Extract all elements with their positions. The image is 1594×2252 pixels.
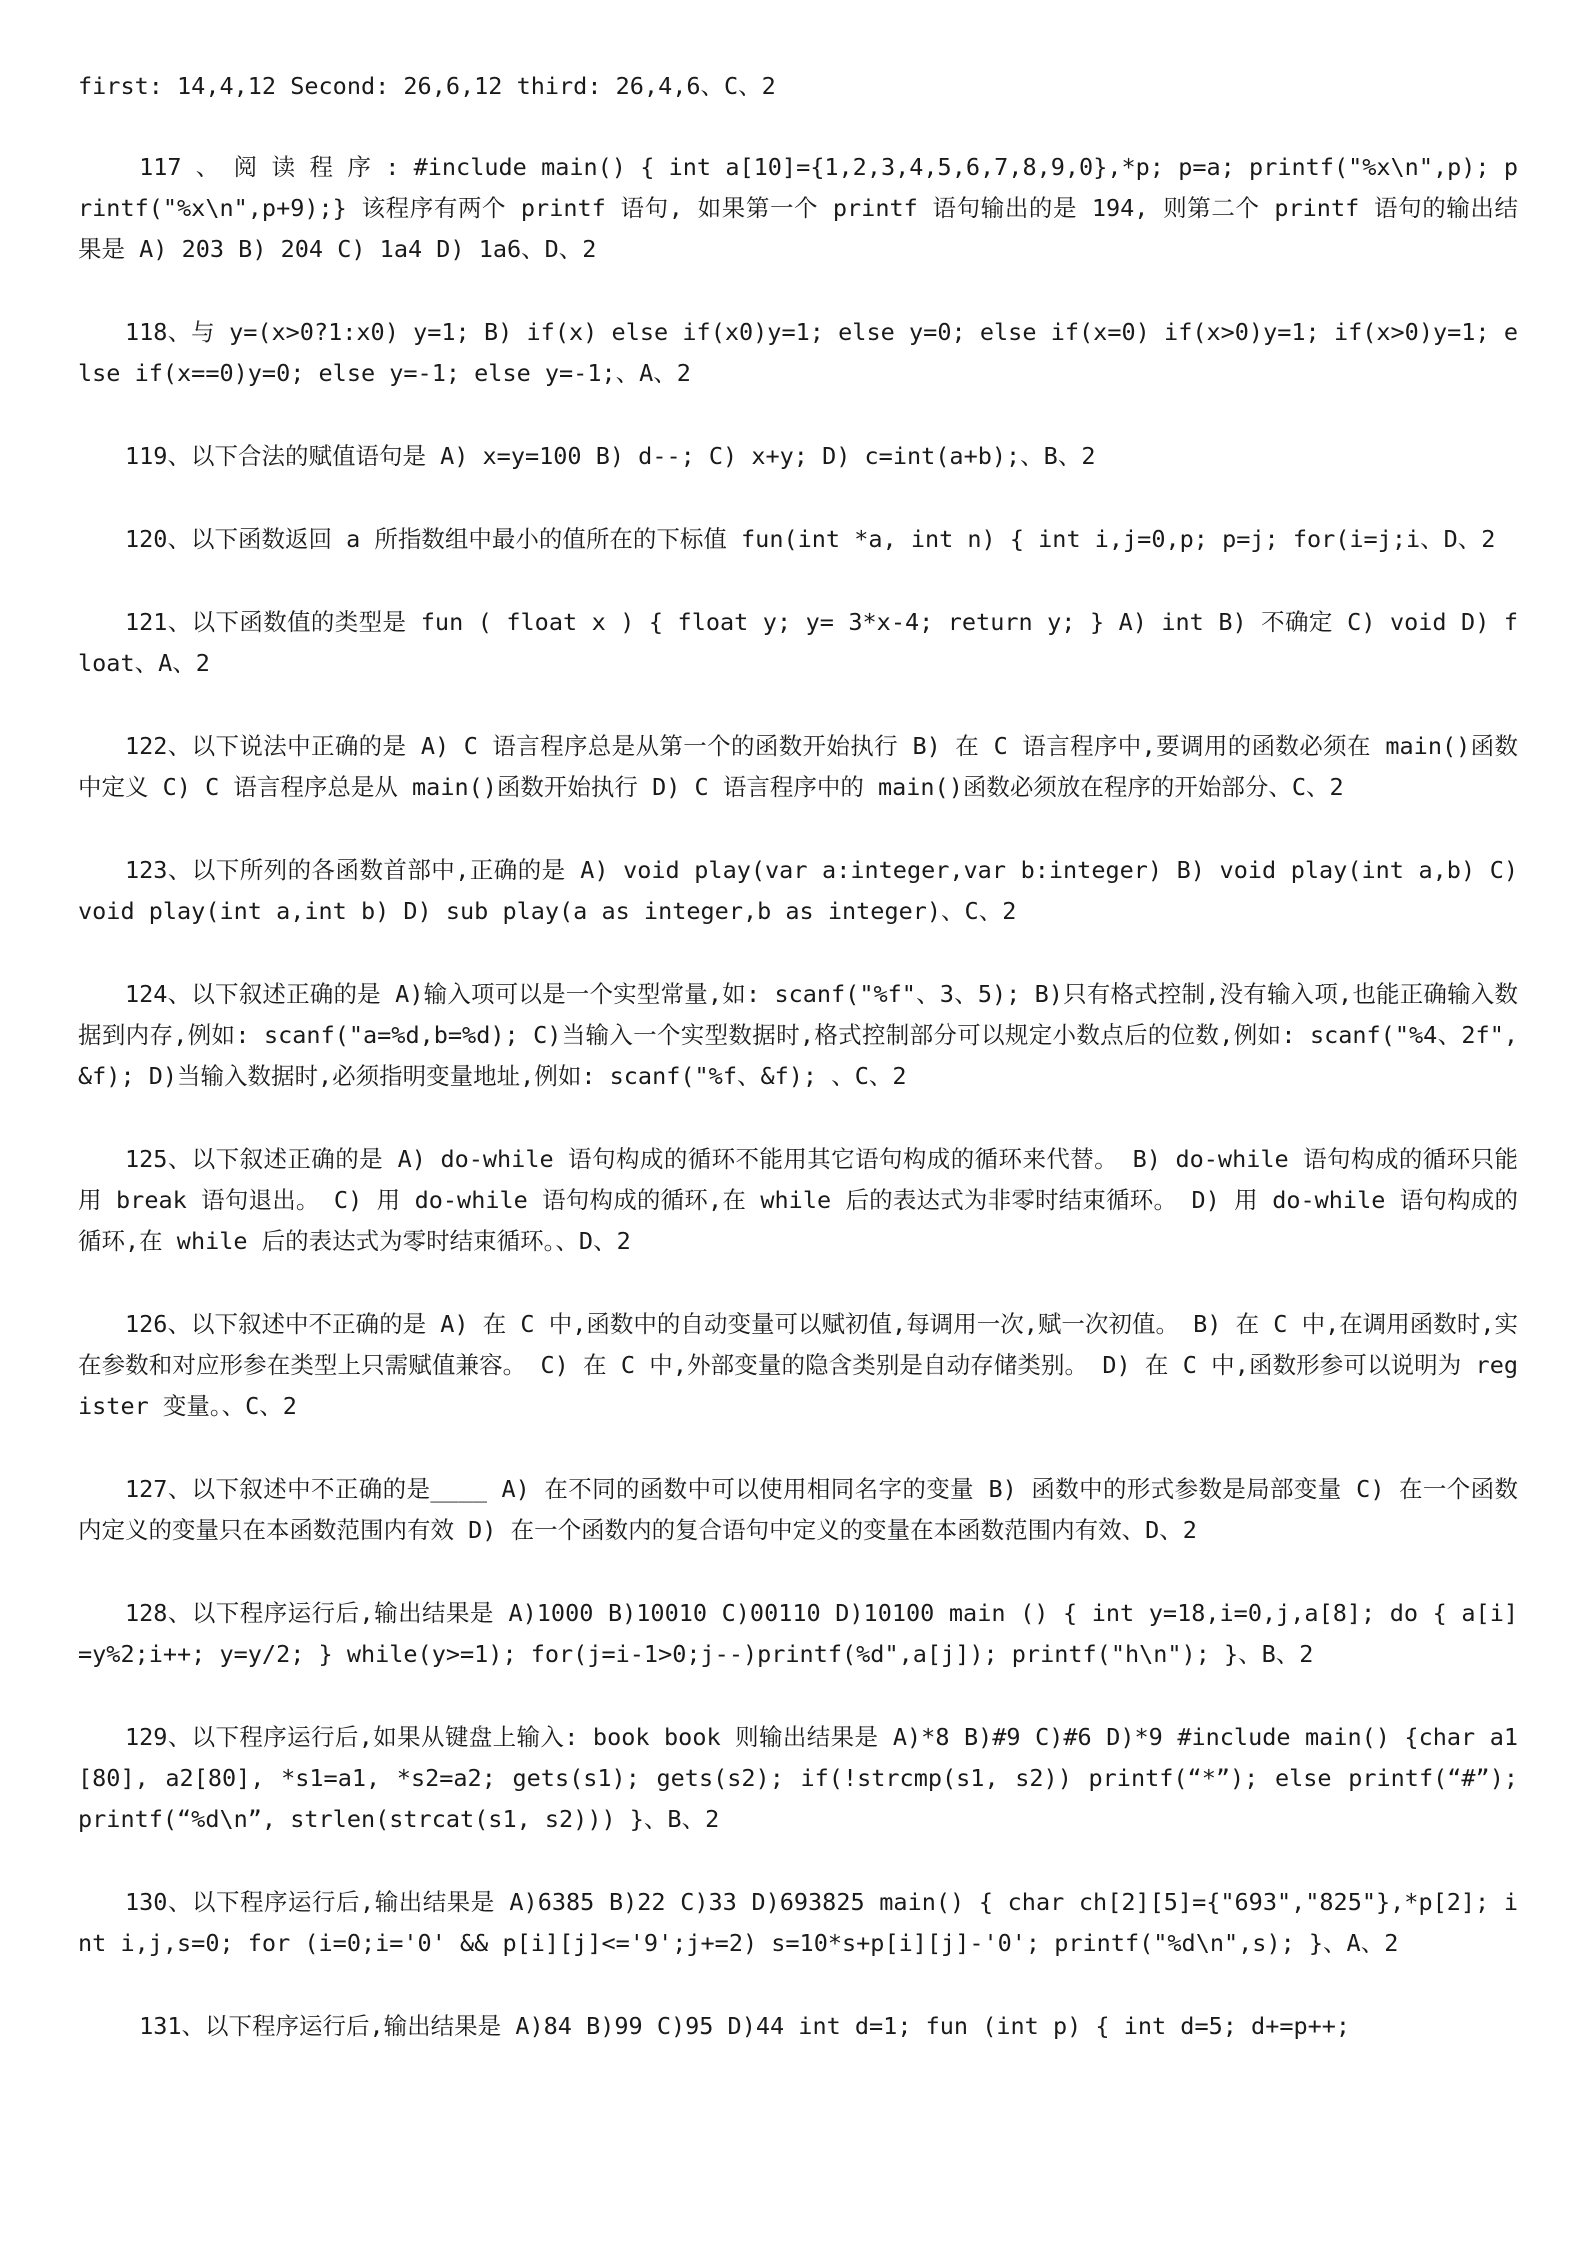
- question-126: 126、以下叙述中不正确的是 A) 在 C 中,函数中的自动变量可以赋初值,每调用一次,赋一次初值。 B) 在 C 中,在调用函数时,实在参数和对应形参在类型上只需赋值兼容。 C) 在 C 中,外部变量的隐含类别是自动存储类别。 D) 在 C 中,函数形参可以说明为 register 变量。、C、2: [78, 1310, 1518, 1420]
- question-129: 129、以下程序运行后,如果从键盘上输入: book book 则输出结果是 A)*8 B)#9 C)#6 D)*9 #include main() {char a1[80], a2[80], *s1=a1, *s2=a2; gets(s1); gets(s2); if(!strcmp(s1, s2)) printf(“*”); else printf(“#”); printf(“%d\n”, strlen(strcat(s1, s2))) }、B、2: [78, 1723, 1518, 1833]
- question-122: 122、以下说法中正确的是 A) C 语言程序总是从第一个的函数开始执行 B) 在 C 语言程序中,要调用的函数必须在 main()函数中定义 C) C 语言程序总是从 main()函数开始执行 D) C 语言程序中的 main()函数必须放在程序的开始部分、C、2: [78, 732, 1518, 801]
- question-124: 124、以下叙述正确的是 A)输入项可以是一个实型常量,如: scanf("%f"、3、5); B)只有格式控制,没有输入项,也能正确输入数据到内存,例如: scanf("a=%d,b=%d); C)当输入一个实型数据时,格式控制部分可以规定小数点后的位数,例如: scanf("%4、2f",&f); D)当输入数据时,必须指明变量地址,例如: scanf("%f、&f); 、C、2: [78, 980, 1518, 1090]
- question-131: 131、以下程序运行后,输出结果是 A)84 B)99 C)95 D)44 int d=1; fun (int p) { int d=5; d+=p++;: [139, 2012, 1351, 2040]
- question-123: 123、以下所列的各函数首部中,正确的是 A) void play(var a:integer,var b:integer) B) void play(int a,b) C) void play(int a,int b) D) sub play(a as integer,b as integer)、C、2: [78, 856, 1518, 925]
- question-117: 117 、 阅 读 程 序 : #include main() { int a[10]={1,2,3,4,5,6,7,8,9,0},*p; p=a; printf("%x\n",p); printf("%x\n",p+9);} 该程序有两个 printf 语句, 如果第一个 printf 语句输出的是 194, 则第二个 printf 语句的输出结果是 A) 203 B) 204 C) 1a4 D) 1a6、D、2: [78, 153, 1518, 263]
- question-121: 121、以下函数值的类型是 fun ( float x ) { float y; y= 3*x-4; return y; } A) int B) 不确定 C) void D) float、A、2: [78, 608, 1518, 677]
- question-128: 128、以下程序运行后,输出结果是 A)1000 B)10010 C)00110 D)10100 main () { int y=18,i=0,j,a[8]; do { a[i]=y%2;i++; y=y/2; } while(y>=1); for(j=i-1>0;j--)printf(%d",a[j]); printf("h\n"); }、B、2: [78, 1599, 1518, 1668]
- question-125: 125、以下叙述正确的是 A) do-while 语句构成的循环不能用其它语句构成的循环来代替。 B) do-while 语句构成的循环只能用 break 语句退出。 C) 用 do-while 语句构成的循环,在 while 后的表达式为非零时结束循环。 D) 用 do-while 语句构成的循环,在 while 后的表达式为零时结束循环。、D、2: [78, 1145, 1518, 1255]
- question-130: 130、以下程序运行后,输出结果是 A)6385 B)22 C)33 D)693825 main() { char ch[2][5]={"693","825"},*p[2]; int i,j,s=0; for (i=0;i='0' && p[i][j]<='9';j+=2) s=10*s+p[i][j]-'0'; printf("%d\n",s); }、A、2: [78, 1888, 1518, 1957]
- question-120: 120、以下函数返回 a 所指数组中最小的值所在的下标值 fun(int *a, int n) { int i,j=0,p; p=j; for(i=j;i、D、2: [125, 525, 1496, 553]
- answer-line-116: first: 14,4,12 Second: 26,6,12 third: 26,4,6、C、2: [78, 72, 776, 100]
- question-127: 127、以下叙述中不正确的是____ A) 在不同的函数中可以使用相同名字的变量 B) 函数中的形式参数是局部变量 C) 在一个函数内定义的变量只在本函数范围内有效 D) 在一个函数内的复合语句中定义的变量在本函数范围内有效、D、2: [78, 1475, 1518, 1544]
- question-119: 119、以下合法的赋值语句是 A) x=y=100 B) d--; C) x+y; D) c=int(a+b);、B、2: [125, 442, 1096, 470]
- question-118: 118、与 y=(x>0?1:x0) y=1; B) if(x) else if(x0)y=1; else y=0; else if(x=0) if(x>0)y=1; if(x>0)y=1; else if(x==0)y=0; else y=-1; else y=-1;、A、2: [78, 318, 1518, 387]
- document-page: [78, 66, 1518, 2047]
